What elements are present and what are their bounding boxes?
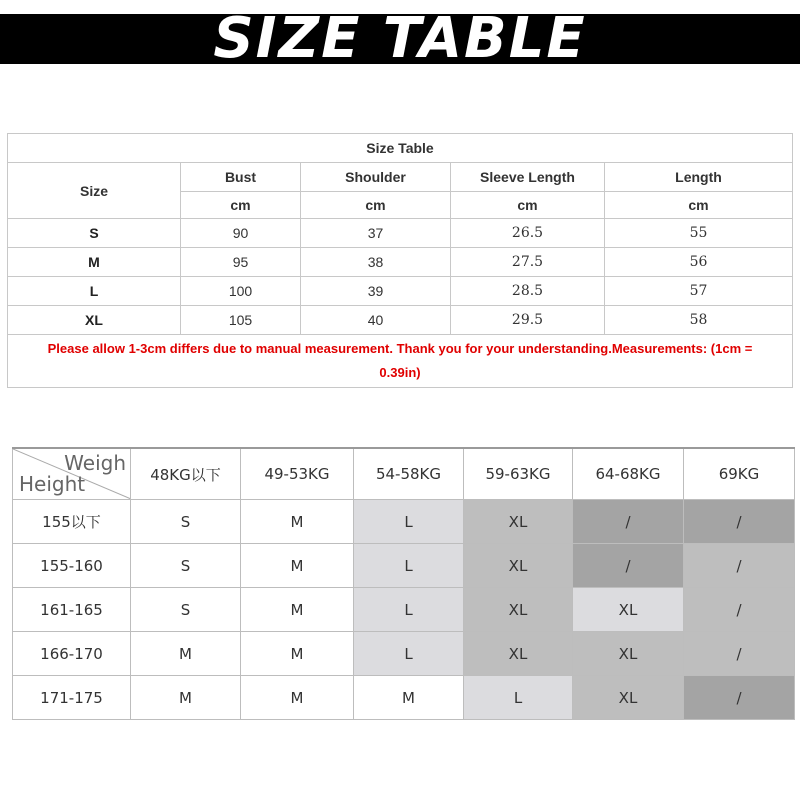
sleeve-length-value: 28.5 — [451, 277, 605, 306]
shoulder-value: 40 — [301, 306, 451, 335]
col-header-sleeve-length: Sleeve Length — [451, 163, 605, 192]
size-cell: S — [131, 588, 241, 632]
banner-title: SIZE TABLE — [213, 14, 587, 64]
table-row — [8, 248, 793, 277]
banner — [0, 14, 800, 64]
weight-height-table — [12, 447, 795, 720]
size-cell: M — [241, 676, 354, 720]
col-header-length: Length — [605, 163, 793, 192]
size-cell: M — [241, 632, 354, 676]
size-cell: XL — [573, 676, 684, 720]
size-label: L — [8, 277, 181, 306]
length-value: 58 — [605, 306, 793, 335]
height-label: 155-160 — [13, 544, 131, 588]
table-row — [13, 676, 795, 720]
size-cell: / — [573, 544, 684, 588]
bust-value: 105 — [181, 306, 301, 335]
size-cell: XL — [464, 588, 573, 632]
corner-header — [13, 448, 131, 500]
size-cell: M — [241, 588, 354, 632]
weight-header: 49-53KG — [241, 448, 354, 500]
size-table-title: Size Table — [8, 134, 793, 163]
bust-value: 100 — [181, 277, 301, 306]
size-label: S — [8, 219, 181, 248]
unit-shoulder: cm — [301, 192, 451, 219]
size-header: Size — [8, 163, 181, 219]
size-label: M — [8, 248, 181, 277]
sleeve-length-value: 27.5 — [451, 248, 605, 277]
size-cell: L — [354, 544, 464, 588]
sleeve-length-value: 26.5 — [451, 219, 605, 248]
size-cell: XL — [464, 632, 573, 676]
sleeve-length-value: 29.5 — [451, 306, 605, 335]
measurement-note-line-2: 0.39in) — [379, 365, 421, 380]
height-label: 161-165 — [13, 588, 131, 632]
size-cell: L — [354, 500, 464, 544]
size-cell: XL — [464, 544, 573, 588]
shoulder-value: 37 — [301, 219, 451, 248]
size-cell: / — [684, 500, 795, 544]
size-cell: M — [354, 676, 464, 720]
col-header-shoulder: Shoulder — [301, 163, 451, 192]
table-row — [8, 219, 793, 248]
size-cell: / — [573, 500, 684, 544]
shoulder-value: 38 — [301, 248, 451, 277]
size-cell: L — [464, 676, 573, 720]
table-row — [13, 544, 795, 588]
size-cell: / — [684, 588, 795, 632]
col-header-bust: Bust — [181, 163, 301, 192]
weight-header: 59-63KG — [464, 448, 573, 500]
size-cell: M — [241, 544, 354, 588]
height-label: 171-175 — [13, 676, 131, 720]
bust-value: 95 — [181, 248, 301, 277]
weight-header: 69KG — [684, 448, 795, 500]
size-cell: XL — [464, 500, 573, 544]
length-value: 56 — [605, 248, 793, 277]
table-row — [8, 306, 793, 335]
size-cell: M — [241, 500, 354, 544]
table-row — [8, 277, 793, 306]
size-cell: L — [354, 632, 464, 676]
length-value: 57 — [605, 277, 793, 306]
size-table — [7, 133, 793, 388]
shoulder-value: 39 — [301, 277, 451, 306]
measurement-note-line-1: Please allow 1-3cm differs due to manual measurement. Thank you for your understanding.Measurements: (1cm = — [47, 341, 753, 356]
height-label: 155以下 — [13, 500, 131, 544]
size-cell: / — [684, 544, 795, 588]
corner-weight-label: Weigh — [64, 451, 126, 475]
table-row — [13, 632, 795, 676]
size-cell: S — [131, 544, 241, 588]
table-row — [13, 500, 795, 544]
size-cell: XL — [573, 588, 684, 632]
weight-header: 64-68KG — [573, 448, 684, 500]
weight-header: 54-58KG — [354, 448, 464, 500]
bust-value: 90 — [181, 219, 301, 248]
weight-header: 48KG以下 — [131, 448, 241, 500]
unit-length: cm — [605, 192, 793, 219]
size-cell: XL — [573, 632, 684, 676]
size-cell: M — [131, 632, 241, 676]
length-value: 55 — [605, 219, 793, 248]
size-label: XL — [8, 306, 181, 335]
unit-sleeve-length: cm — [451, 192, 605, 219]
size-cell: M — [131, 676, 241, 720]
size-cell: L — [354, 588, 464, 632]
unit-bust: cm — [181, 192, 301, 219]
measurement-note — [8, 335, 793, 388]
size-cell: / — [684, 632, 795, 676]
table-row — [13, 588, 795, 632]
corner-height-label: Height — [19, 472, 86, 496]
size-cell: / — [684, 676, 795, 720]
size-cell: S — [131, 500, 241, 544]
height-label: 166-170 — [13, 632, 131, 676]
